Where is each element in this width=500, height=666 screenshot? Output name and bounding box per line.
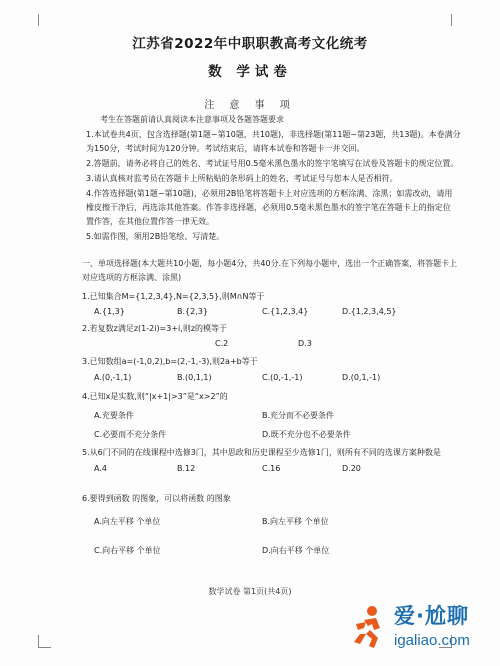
question-3-option-d: D.(0,1,-1)	[342, 373, 381, 382]
exam-title: 江苏省2022年中职职教高考文化统考	[132, 36, 368, 52]
question-1-option-b: B.{2,3}	[177, 307, 208, 316]
notice-item-3: 3.请认真核对监考员在答题卡上所粘贴的条形码上的姓名、考试证号与您本人是否相符。	[86, 174, 398, 183]
question-6-option-c: C.向右平移 个单位	[94, 546, 161, 555]
question-1-option-d: D.{1,2,3,4,5}	[342, 307, 397, 316]
page-footer: 数学试卷 第1页(共4页)	[208, 587, 292, 596]
watermark-brand: 爱·尬聊	[394, 604, 469, 628]
question-2-option-d: D.3	[298, 339, 312, 348]
notice-item-4-line-2: 橡皮擦干净后，再选涂其他答案。作答非选择题，必须用0.5毫米黑色墨水的签字笔在答题卡上的指定位	[86, 203, 451, 212]
question-5-option-c: C.16	[262, 464, 281, 473]
question-4-option-c: C.必要而不充分条件	[94, 430, 167, 439]
question-6-option-b: B.向左平移 个单位	[262, 517, 329, 526]
question-6-option-a: A.向左平移 个单位	[94, 517, 161, 526]
question-6-option-d: D.向右平移 个单位	[262, 546, 330, 555]
crop-mark	[38, 635, 51, 648]
crop-mark	[439, 14, 452, 26]
subject-title: 数 学试卷	[208, 64, 292, 80]
notice-heading: 注 意 事 项	[204, 100, 296, 111]
section-heading-line-2: 对应选项的方框涂满、涂黑)	[82, 273, 182, 282]
question-6-stem: 6.要得到函数 的图象，可以将函数 的图象	[82, 494, 231, 503]
question-5-option-a: A.4	[94, 464, 107, 473]
runner-logo-icon	[350, 604, 390, 650]
notice-item-2: 2.答题前，请务必将自己的姓名、考试证号用0.5毫米黑色墨水的签字笔填写在试卷及答题卡的规定位置。	[86, 159, 459, 168]
question-1-option-a: A.{1,3}	[94, 307, 125, 316]
question-3-option-b: B.(0,1,1)	[177, 373, 212, 382]
question-3-option-c: C.(0,-1,-1)	[262, 373, 303, 382]
question-5-option-d: D.20	[342, 464, 361, 473]
question-3-option-a: A.(0,-1,1)	[94, 373, 132, 382]
notice-item-5: 5.如需作图，须用2B铅笔绘、写清楚。	[86, 232, 225, 241]
crop-mark	[38, 14, 51, 26]
question-1-option-c: C.{1,2,3,4}	[262, 307, 309, 316]
question-3-stem: 3.已知数组a=(-1,0,2),b=(2,-1,-3),则2a+b等于	[82, 357, 258, 366]
question-4-option-d: D.既不充分也不必要条件	[262, 430, 351, 439]
notice-item-1-line-1: 1.本试卷共4页，包含选择题(第1题~第10题，共10题)，非选择题(第11题~第23题，共13题)。本卷满分	[86, 130, 461, 139]
question-4-stem: 4.已知x是实数,则“|x+1|>3”是“x>2”的	[82, 392, 228, 401]
question-5-stem: 5.从6门不同的在线课程中选修3门，其中思政和历史课程至少选修1门，则所有不同的选课方案种数是	[82, 448, 441, 457]
question-1-stem: 1.已知集合M={1,2,3,4},N={2,3,5},则M∩N等于	[82, 292, 265, 301]
notice-intro: 考生在答题前请认真阅读本注意事项及各题答题要求	[100, 115, 284, 124]
watermark-url: igaliao.com	[394, 632, 470, 649]
question-2-option-c: C.2	[215, 339, 229, 348]
question-2-stem: 2.若复数z满足z(1-2i)=3+i,则z的模等于	[82, 324, 228, 333]
question-5-option-b: B.12	[177, 464, 196, 473]
notice-item-1-line-2: 为150分，考试时间为120分钟。考试结束后，请将本试卷和答题卡一并交回。	[86, 144, 365, 153]
section-heading-line-1: 一、单项选择题(本大题共10小题，每小题4分，共40分.在下列每小题中，选出一个正确答案，将答题卡上	[82, 259, 458, 268]
notice-item-4-line-3: 置作答，在其他位置作答一律无效。	[86, 217, 214, 226]
site-watermark[interactable]	[350, 598, 490, 662]
question-4-option-b: B.充分而不必要条件	[262, 411, 335, 420]
question-4-option-a: A.充要条件	[94, 411, 134, 420]
notice-item-4-line-1: 4.作答选择题(第1题~第10题)，必须用2B铅笔将答题卡上对应选项的方框涂满、涂黑；如需改动，请用	[86, 189, 453, 198]
